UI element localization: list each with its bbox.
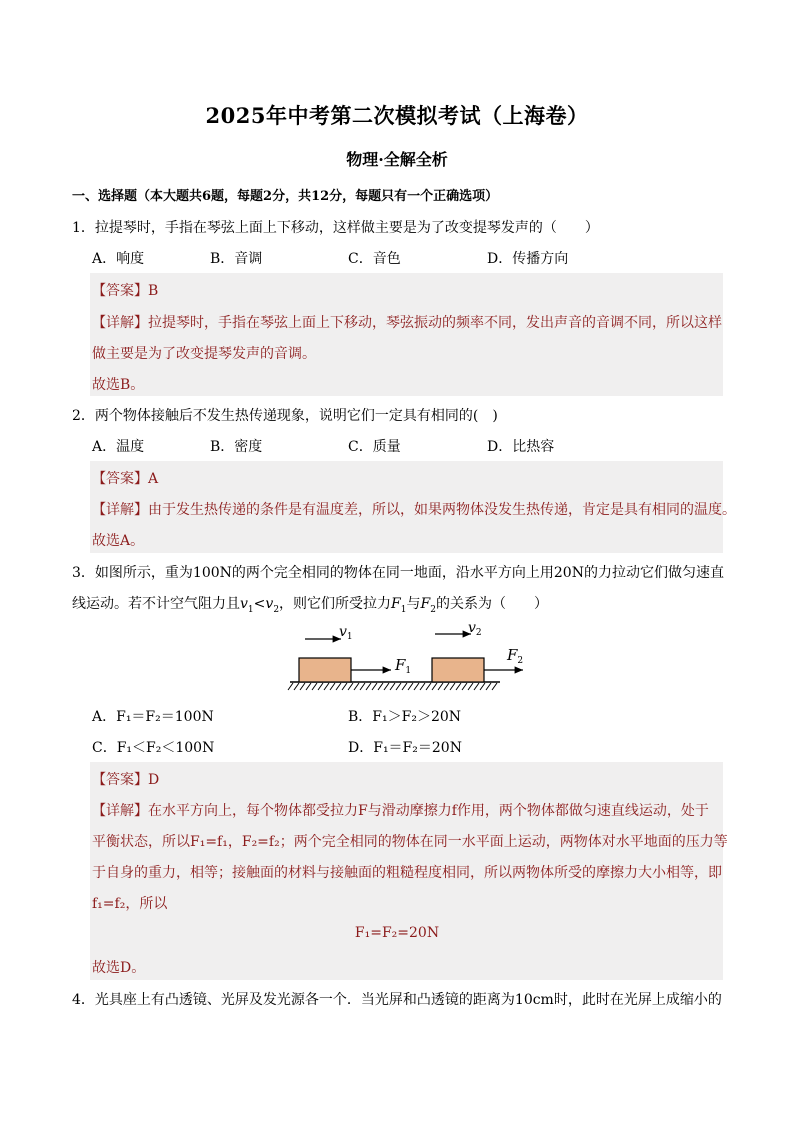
q3-f2: F <box>420 596 431 612</box>
v1-label: $v_1$ <box>339 624 353 642</box>
f2-label: $F_2$ <box>507 646 524 666</box>
q4-stem-line1: 4．光具座上有凸透镜、光屏及发光源各一个．当光屏和凸透镜的距离为10cm时，此时在光屏上成缩小的 <box>72 992 722 1008</box>
q3-v2-sub: 2 <box>273 604 280 615</box>
q3-detail-line1 <box>92 800 709 820</box>
q3-detail-text: 在水平方向上，每个物体都受拉力F与滑动摩擦力f作用，两个物体都做匀速直线运动，处于 <box>148 803 709 819</box>
ground-hatching <box>288 683 497 690</box>
page-subtitle: 物理·全解全析 <box>346 150 448 169</box>
v2-label: $v_2$ <box>468 620 482 638</box>
q1-detail-line2: 做主要是为了改变提琴发声的音调。 <box>92 346 316 362</box>
q1-option-c: C．音色 <box>348 251 401 267</box>
q1-option-b: B．音调 <box>210 251 263 267</box>
q1-choose: 故选B。 <box>92 377 145 393</box>
q3-v2: v <box>265 596 274 612</box>
q3-option-c: C．F₁＜F₂＜100N <box>92 740 215 756</box>
q3-v1: v <box>240 596 248 612</box>
block-2 <box>432 658 484 682</box>
q3-option-a: A．F₁＝F₂＝100N <box>92 709 214 725</box>
page-title: 2025年中考第二次模拟考试（上海卷） <box>205 103 589 128</box>
q2-option-b: B．密度 <box>210 439 263 455</box>
q2-option-d: D．比热容 <box>487 439 555 455</box>
q2-stem: 2．两个物体接触后不发生热传递现象，说明它们一定具有相同的( ) <box>72 408 498 424</box>
q3-figure <box>285 618 535 696</box>
q2-detail-label: 【详解】 <box>92 502 148 518</box>
q3-v1-sub: 1 <box>247 604 254 615</box>
q3-and: 与 <box>406 596 421 612</box>
q1-detail-text: 拉提琴时，手指在琴弦上面上下移动，琴弦振动的频率不同，发出声音的音调不同，所以这样 <box>148 315 722 331</box>
q3-detail-line4: f₁=f₂，所以 <box>92 896 168 912</box>
q3-choose: 故选D。 <box>92 960 146 976</box>
q1-detail-label: 【详解】 <box>92 315 148 331</box>
q2-detail-line1 <box>92 499 736 519</box>
block-1 <box>299 658 351 682</box>
q3-equation: F₁=F₂=20N <box>354 925 440 941</box>
q3-stem-text-a: 线运动。若不计空气阻力且 <box>72 596 240 612</box>
q3-option-d: D．F₁＝F₂＝20N <box>348 740 462 756</box>
q3-stem-line1: 3．如图所示，重为100N的两个完全相同的物体在同一地面，沿水平方向上用20N的力拉动它们做匀速直 <box>72 565 724 581</box>
f1-label: $F_1$ <box>395 656 412 676</box>
q2-detail-text: 由于发生热传递的条件是有温度差，所以，如果两物体没发生热传递，肯定是具有相同的温度。 <box>148 502 736 518</box>
q1-detail-line1 <box>92 312 722 332</box>
q2-option-a: A．温度 <box>92 439 145 455</box>
q3-option-b: B．F₁＞F₂＞20N <box>348 709 462 725</box>
q2-option-c: C．质量 <box>348 439 401 455</box>
q3-less-than: < <box>253 596 266 612</box>
q3-f2-sub: 2 <box>430 604 436 615</box>
q2-answer: 【答案】A <box>92 471 159 487</box>
q1-stem: 1．拉提琴时，手指在琴弦上面上下移动，这样做主要是为了改变提琴发声的（ ） <box>72 220 599 236</box>
q1-option-d: D．传播方向 <box>487 251 569 267</box>
q3-f1-sub: 1 <box>400 604 407 615</box>
q3-stem-text-b: ，则它们所受拉力 <box>279 596 392 612</box>
q3-detail-label: 【详解】 <box>92 803 148 819</box>
q1-answer-box <box>90 273 723 396</box>
q3-detail-line2: 平衡状态，所以F₁=f₁，F₂=f₂；两个完全相同的物体在同一水平面上运动，两物体对水平地面的压力等 <box>92 834 728 850</box>
q3-answer: 【答案】D <box>92 772 160 788</box>
q1-option-a: A．响度 <box>92 251 145 267</box>
q3-f1: F <box>391 596 401 612</box>
section-heading: 一、选择题（本大题共6题，每题2分，共12分，每题只有一个正确选项） <box>72 189 499 204</box>
q1-answer: 【答案】B <box>92 283 159 299</box>
q3-stem-line2 <box>72 593 548 615</box>
q3-stem-text-c: 的关系为（ ） <box>435 596 548 612</box>
q2-choose: 故选A。 <box>92 533 145 549</box>
q3-detail-line3: 于自身的重力，相等；接触面的材料与接触面的粗糙程度相同，所以两物体所受的摩擦力大小相等，即 <box>92 865 722 881</box>
